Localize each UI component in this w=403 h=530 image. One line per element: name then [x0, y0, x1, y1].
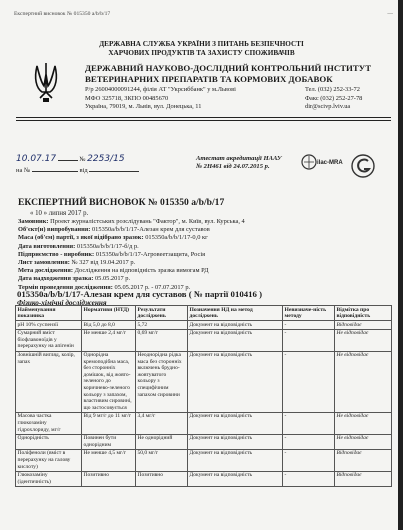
table-row: Сумарний вміст біофлавоноїдів у перерахунку на апігенін Не менше 2,4 мг/г 0,69 мг/г Документ на відповідність - Не відповідає: [16, 329, 392, 351]
field-row: Замовник: Проект журналістських розслідувань "Фактор", м. Київ, вул. Курська, 4: [18, 218, 245, 225]
contact-details: Тел. (032) 252-33-72 Факс (032) 252-27-78 dir@scivp.lviv.ua: [305, 86, 363, 111]
reply-prefix: на №: [16, 167, 31, 174]
column-header: Позначення НД на метод досліджень: [188, 306, 283, 321]
ministry-heading: ДЕРЖАВНА СЛУЖБА УКРАЇНИ З ПИТАНЬ БЕЗПЕЧНОСТІ ХАРЧОВИХ ПРОДУКТІВ ТА ЗАХИСТУ СПОЖИВАЧІВ: [99, 40, 304, 57]
field-row: Маса (об'єм) партії, з якої відібрано зразок: 015350а/b/b/1/17-0,0 кг: [18, 234, 208, 242]
top-note: Експертний висновок № 015350 а/b/b/17: [14, 11, 111, 17]
ilac-mra-logo-icon: [300, 153, 343, 175]
results-table: [15, 305, 392, 487]
accreditation: Атестат акредитації НААУ № 2Н461 від 24.07.2015 р.: [196, 155, 282, 171]
column-header: Нормативи (НТД): [82, 306, 136, 321]
field-row: Термін проведення дослідження: 05.05.2017 р. - 07.07.2017 р.: [18, 283, 191, 291]
table-row: Зовнішній вигляд, колір, запах Однорідна кремоподібна маса, без сторонніх домішок, від жовто-зеленого до коричнево-зеленого кольору з запахом, властивим сировині, що застосовується Неоднорідна рідка маса без сторонніх включень брудно-жовтуватого кольору з специфічним запахом сировини Документ на відповідність - Не відповідає: [16, 351, 392, 412]
table-row: Однорідність Повинен бути однорідним Не однорідний Документ на відповідність - Не відповідає: [16, 434, 392, 449]
field-row: Об'єкт(и) випробування: 015350а/b/b/1/17-Алезан крем для суставов: [18, 226, 210, 234]
table-row: рН 10% суспензії Від 5,0 до 8,0 5,72 Документ на відповідність - Відповідає: [16, 321, 392, 330]
table-row: Масова частка глюкозаміну гідрохлориду, мг/г Від 9 мг/г до 11 мг/г 3,4 мг/г Документ на відповідність - Не відповідає: [16, 412, 392, 434]
header-divider: [16, 117, 391, 118]
field-row: Дата надходження зразка: 05.05.2017 р.: [18, 275, 131, 283]
field-row: Мета дослідження: Дослідження на відповідність зразка вимогам РД: [18, 267, 209, 275]
column-header: Найменування показника: [16, 306, 82, 321]
trident-emblem-icon: [31, 60, 61, 104]
handwritten-number: 2253/15: [87, 154, 125, 164]
table-header-row: [16, 306, 392, 321]
field-row: Лист замовлення: № 327 від 19.04.2017 р.: [18, 259, 136, 267]
product-heading: 015350а/b/b/1/17-Алезан крем для суставов ( № партії 010416 ): [17, 289, 263, 299]
conclusion-title: ЕКСПЕРТНИЙ ВИСНОВОК № 015350 а/b/b/17: [18, 197, 225, 208]
header-divider-thin: [16, 120, 391, 121]
date-underline: [58, 160, 78, 161]
from-label: від: [79, 167, 88, 174]
field-row: Підприємство - виробник: 015350а/b/b/1/17-Агровеетзащита, Росія: [18, 250, 206, 258]
handwritten-date: 10.07.17: [16, 154, 57, 164]
column-header: Відмітка про відповідність: [335, 306, 392, 321]
institute-name: ДЕРЖАВНИЙ НАУКОВО-ДОСЛІДНИЙ КОНТРОЛЬНИЙ ІНСТИТУТ ВЕТЕРИНАРНИХ ПРЕПАРАТІВ ТА КОРМОВИХ ДОБАВОК: [85, 63, 372, 84]
section-subtitle: Фізико-хімічні дослідження: [17, 299, 107, 307]
bank-details: Р/р 26004000091244, філія АТ "Укрсиббанк" у м.Львові МФО 325718, ЗКПО 00485670 Україна, 79019, м. Львів, вул. Донецька, 11: [85, 86, 236, 111]
conclusion-date: « 10 » липня 2017 р.: [30, 210, 89, 217]
scan-edge: [398, 0, 403, 530]
number-symbol: №: [79, 156, 88, 163]
table-row: Поліфеноли (вміст в перерахунку на галову кислоту) Не менше 4,5 мг/г 50,0 мг/г Документ на відповідність - Відповідає: [16, 449, 392, 471]
ilac-label: ilac-MRA: [317, 160, 343, 166]
reply-date-line: [89, 171, 139, 172]
column-header: Невизначе-ність методу: [283, 306, 335, 321]
table-row: Глюкозаміну (ідентичність) Позитивно Позитивно Документ на відповідність - Відповідає: [16, 471, 392, 486]
top-note-right: —: [387, 11, 393, 17]
conclusion-fields: [18, 218, 388, 292]
column-header: Результати досліджень: [136, 306, 188, 321]
certification-mark-icon: [338, 152, 388, 180]
field-row: Дата виготовлення: 015350а/b/b/1/17-б/д р.: [18, 242, 139, 250]
reply-number-line: [32, 171, 78, 172]
